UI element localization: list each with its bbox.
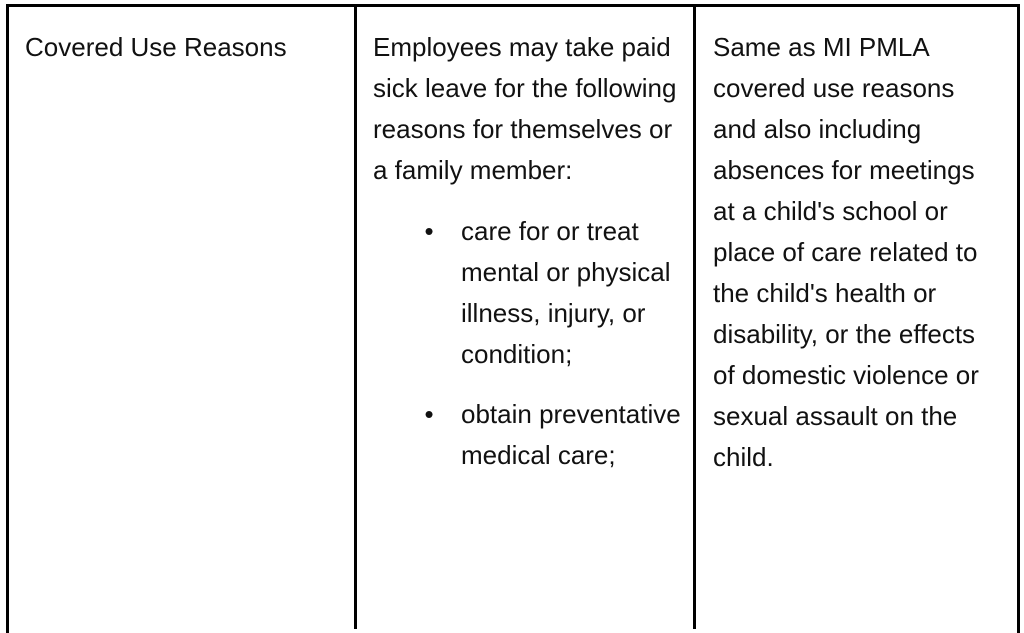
row-label: Covered Use Reasons	[25, 32, 287, 62]
table-right-border	[1017, 4, 1020, 633]
list-item-text: care for or treat mental or physical illness, injury, or condition;	[461, 216, 671, 369]
pmla-intro-text: Employees may take paid sick leave for the following reasons for themselves or a family member:	[373, 32, 677, 185]
table-top-border	[6, 4, 1020, 7]
row-label-cell	[25, 27, 345, 68]
pmla-cell	[373, 27, 683, 476]
pmla-reason-list	[373, 211, 683, 476]
list-item	[373, 394, 683, 476]
column-divider-2	[693, 4, 696, 629]
column-divider-1	[354, 4, 357, 629]
local-ordinance-text: Same as MI PMLA covered use reasons and also including absences for meetings at a child's school or place of care related to the child's health or disability, or the effects of domestic violence or sexual assault on the child.	[713, 32, 979, 472]
bullet-icon: •	[424, 216, 434, 246]
local-ordinance-cell	[713, 27, 1003, 478]
list-item	[373, 211, 683, 375]
table-left-border	[6, 4, 9, 633]
list-item-text: obtain preventative medical care;	[461, 399, 681, 470]
bullet-icon: •	[424, 399, 434, 429]
